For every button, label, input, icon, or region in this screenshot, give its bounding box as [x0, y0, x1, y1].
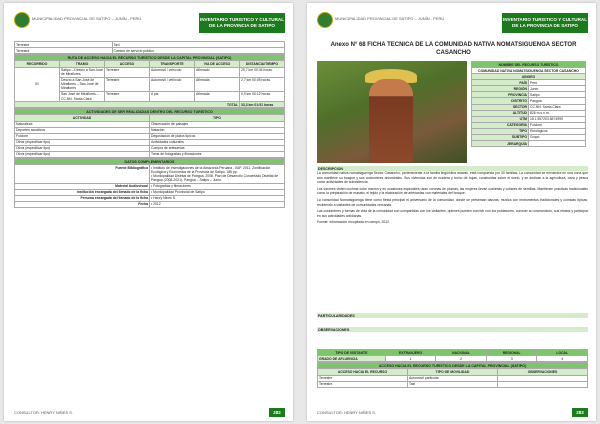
cell: TIPO — [472, 128, 529, 134]
description-paragraph: La comunidad Nomatsiguenga tiene como fiesta principal el aniversario de la comunidad, donde se presentan danzas, música con instrumentos tradicionales y comidas típicas, recibiendo a visitantes de comunidades cercanas. — [317, 197, 588, 207]
cell: Terrestre — [105, 91, 150, 101]
table-row — [15, 48, 285, 54]
info-header: NOMBRE DEL RECURSO TURÍSTICO — [472, 62, 586, 68]
cell: 2 — [436, 356, 487, 362]
cell: Afirmado — [195, 67, 240, 77]
cell: SECTOR — [472, 104, 529, 110]
cell: Fuente Bibliográfica — [15, 165, 150, 183]
resource-info-table — [471, 61, 586, 147]
cell: Natación — [150, 127, 285, 133]
cell: JERARQUÍA — [472, 141, 529, 147]
table-row — [15, 67, 285, 77]
cell: A pie — [150, 91, 195, 101]
cell: • Henry Ninés S. — [150, 195, 285, 201]
cell: Compra de artesanías — [150, 145, 285, 151]
cell: Material Audiovisual — [15, 183, 150, 189]
page-header — [4, 3, 293, 37]
inventory-title: INVENTARIO TURISTICO Y CULTURAL DE LA PROVINCIA DE SATIPO — [502, 13, 588, 33]
resource-name: COMUNIDAD NATIVA NOMATSIGUENGA SECTOR CASANCHO — [472, 68, 586, 74]
description-paragraph: Las costumbres y formas de vida de la comunidad son compartidas con los visitantes, quienes pueden convivir con los pobladores, conocer su cosmovisión, sus relatos y participar en sus actividades cotidianas. — [317, 209, 588, 218]
cell: 3 — [486, 356, 537, 362]
cell: PROVINCIA — [472, 92, 529, 98]
location-label: UBIGEO — [472, 74, 586, 80]
access-title: ACCESO HACIA EL RECURSO TURÍSTICO DESDE LA CAPITAL PROVINCIAL (SATIPO) — [318, 363, 588, 369]
inventory-title: INVENTARIO TURISTICO Y CULTURAL DE LA PROVINCIA DE SATIPO — [199, 13, 285, 33]
cell: • Municipalidad Provincial de Satipo — [150, 189, 285, 195]
scope-table — [317, 349, 588, 362]
activities-title: ACTIVIDADES DE SER REALIZADAS DENTRO DEL RECURSO TURÍSTICO — [15, 109, 285, 115]
cell: ALTITUD — [472, 110, 529, 116]
cell: Actividades culturales — [150, 139, 285, 145]
particularities-blank — [317, 318, 588, 327]
observations-label: OBSERVACIONES — [317, 327, 588, 332]
cell: Terrestre — [15, 42, 113, 48]
activities-table — [14, 108, 285, 158]
page-number: 282 — [269, 408, 285, 417]
description-source: Fuente: Información recopilada en campo, 2012. — [317, 220, 390, 225]
route-table — [14, 54, 285, 108]
municipality-logo-icon — [14, 12, 30, 28]
column-header: TIPO DE MOVILIDAD — [408, 369, 498, 375]
cell: Observación de paisajes — [150, 121, 285, 127]
route-number: 01 — [15, 67, 60, 102]
cell: Toma de fotografías y filmaciones — [150, 151, 285, 157]
cell: Otros (especificar tipo) — [15, 151, 150, 157]
column-header: TRAMO — [60, 61, 105, 67]
cell — [498, 381, 588, 387]
cell: Desvío a San José de Miraflores – San José de Miraflores — [60, 77, 105, 91]
cell: 29,7 km 00:34 horas — [240, 67, 285, 77]
description-section — [317, 166, 588, 227]
cell: Folclore — [529, 122, 586, 128]
cell: Naturaleza — [15, 121, 150, 127]
cell: Automóvil / vehículo — [150, 67, 195, 77]
cell: Automóvil particular — [408, 375, 498, 381]
description-paragraph: Los varones visten cushma color marrón y en ocasiones especiales usan coronas de plumas; las mujeres llevan cushmas y collares de semillas. Mantienen prácticas tradicionales como la preparación de masato, el tejido y la elaboración de artesanías con materiales del bosque. — [317, 186, 588, 196]
total-label: TOTAL — [15, 102, 240, 108]
cell: 0,9 km 00:12 horas — [240, 91, 285, 101]
page-header — [307, 3, 596, 37]
cell: • Instituto de Investigaciones de la Amazonía Peruana - IIAP. 2011. Zonificación Ecológica y Económica de la Provincia de Satipo, 186 pp. • Municipalidad Distrital de Pangoa. 2008. Plan de Desarrollo Concertado Distrital de Pangoa (2008-2021), Pangoa – Satipo – Junín. — [150, 165, 285, 183]
complementary-table — [14, 158, 285, 208]
person-figure-shape — [369, 79, 413, 163]
column-header: VIA DE ACCESO — [195, 61, 240, 67]
column-header: TIPO — [150, 115, 285, 121]
column-header: ACCESO — [105, 61, 150, 67]
description-label: DESCRIPCION — [317, 166, 588, 171]
route-title: RUTA DE ACCESO HACIA EL RECURSO TURÍSTICO DESDE LA CAPITAL PROVINCIAL (SATIPO) — [15, 55, 285, 61]
description-paragraph: La comunidad nativa nomatsiguenga Sector Casancho, perteneciente a la familia lingüística arawak, está compuesta por 30 familias. La comunidad se encuentra en una zona que aún mantiene su bosque y sus costumbres ancestrales. Sus viviendas son de madera y techo de hojas, construidas sobre el suelo, y se dedican a la agricultura, caza y pesca como actividades de subsistencia. — [317, 171, 588, 185]
table-row — [318, 381, 588, 387]
left-content — [14, 41, 285, 208]
complementary-title: DATOS COMPLEMENTARIOS — [15, 159, 285, 165]
table-row — [15, 165, 285, 183]
cell — [529, 141, 586, 147]
column-header: TRANSPORTE — [150, 61, 195, 67]
particularities-label: PARTICULARIDADES — [317, 313, 588, 318]
cell: CATEGORÍA — [472, 122, 529, 128]
cell: • 2012 — [150, 201, 285, 207]
cell: Afirmada — [195, 91, 240, 101]
resource-info — [471, 61, 586, 147]
cell: Terrestre — [318, 375, 408, 381]
cell: Terrestre — [105, 67, 150, 77]
cell: Otros (especificar tipo) — [15, 145, 150, 151]
right-page — [307, 3, 596, 421]
cell: Perú — [529, 80, 586, 86]
cell: Institución encargada del llenado de la ficha — [15, 189, 150, 195]
table-row — [15, 151, 285, 157]
cell: SUBTIPO — [472, 134, 529, 140]
cell: PAÍS — [472, 80, 529, 86]
consultant-name: CONSULTOR: HENRY NIÑES S. — [317, 410, 377, 415]
column-header: NACIONAL — [436, 350, 487, 356]
cell: Persona encargada del llenado de la ficha — [15, 195, 150, 201]
cell: Deportes acuáticos — [15, 127, 150, 133]
table-row — [472, 141, 586, 147]
cell: Junín — [529, 86, 586, 92]
cell: 18 L 557203 8874999 — [529, 116, 586, 122]
resource-photo — [317, 61, 467, 163]
left-page — [4, 3, 293, 421]
consultant-name: CONSULTOR: HENRY NIÑES S. — [14, 410, 74, 415]
cell: Pangoa — [529, 98, 586, 104]
cell: Etnológicos — [529, 128, 586, 134]
table-row — [15, 201, 285, 207]
municipality-logo-icon — [317, 12, 333, 28]
cell: Taxi — [112, 42, 285, 48]
cell: Otros (especificar tipo) — [15, 139, 150, 145]
cell: DISTRITO — [472, 98, 529, 104]
cell: Terrestre — [105, 77, 150, 91]
page-number: 283 — [572, 408, 588, 417]
top-rows-table — [14, 41, 285, 54]
cell: Terrestre — [15, 48, 113, 54]
column-header: LOCAL — [537, 350, 588, 356]
page-footer — [307, 405, 596, 421]
municipality-name: MUNICIPALIDAD PROVINCIAL DE SATIPO – JUNÍN - PERÚ — [32, 16, 142, 21]
cell: 2,7 km 00:05 horas — [240, 77, 285, 91]
column-header: ACCESO HACIA EL RECURSO — [318, 369, 408, 375]
cell: GRADO DE AFLUENCIA — [318, 356, 386, 362]
cell: Afirmada — [195, 77, 240, 91]
route-total-row — [15, 102, 285, 108]
cell: Automóvil / vehículo — [150, 77, 195, 91]
cell: 1 — [385, 356, 436, 362]
bottom-section — [317, 313, 588, 388]
observations-blank — [317, 332, 588, 349]
page-footer — [4, 405, 293, 421]
column-header: ACTIVIDAD — [15, 115, 150, 121]
cell: Satipo — [529, 92, 586, 98]
column-header: OBSERVACIONES — [498, 369, 588, 375]
cell: Taxi — [408, 381, 498, 387]
total-value: 33,3 km 01:51 horas — [240, 102, 285, 108]
column-header: TIPO DE VISITANTE — [318, 350, 386, 356]
table-row — [318, 356, 588, 362]
cell: REGIÓN — [472, 86, 529, 92]
cell: San José de Miraflores – CC.NN. Santa Clara — [60, 91, 105, 101]
cell: UTM — [472, 116, 529, 122]
column-header: RECORRIDO — [15, 61, 60, 67]
annex-title: Anexo N° 68 FICHA TECNICA DE LA COMUNIDAD NATIVA NOMATSIGUENGA SECTOR CASANCHO — [330, 42, 577, 56]
column-header: DISTANCIA/TIEMPO — [240, 61, 285, 67]
cell: 4 — [537, 356, 588, 362]
cell: Grupo — [529, 134, 586, 140]
cell: Folclore — [15, 133, 150, 139]
column-header: EXTRANJERO — [385, 350, 436, 356]
municipality-name: MUNICIPALIDAD PROVINCIAL DE SATIPO – JUNÍN - PERÚ — [335, 16, 445, 21]
cell: Camión de servicio público — [112, 48, 285, 54]
access-table — [317, 362, 588, 388]
cell: Degustación de platos típicos — [150, 133, 285, 139]
cell: Fecha — [15, 201, 150, 207]
cell: CC.NN. Santa Clara — [529, 104, 586, 110]
cell: Terrestre — [318, 381, 408, 387]
column-header: REGIONAL — [486, 350, 537, 356]
cell: 826 m.s.n.m. — [529, 110, 586, 116]
cell: Satipo – Desvío a San José de Miraflores — [61, 68, 103, 77]
cell: • Fotografías y filmaciones — [150, 183, 285, 189]
